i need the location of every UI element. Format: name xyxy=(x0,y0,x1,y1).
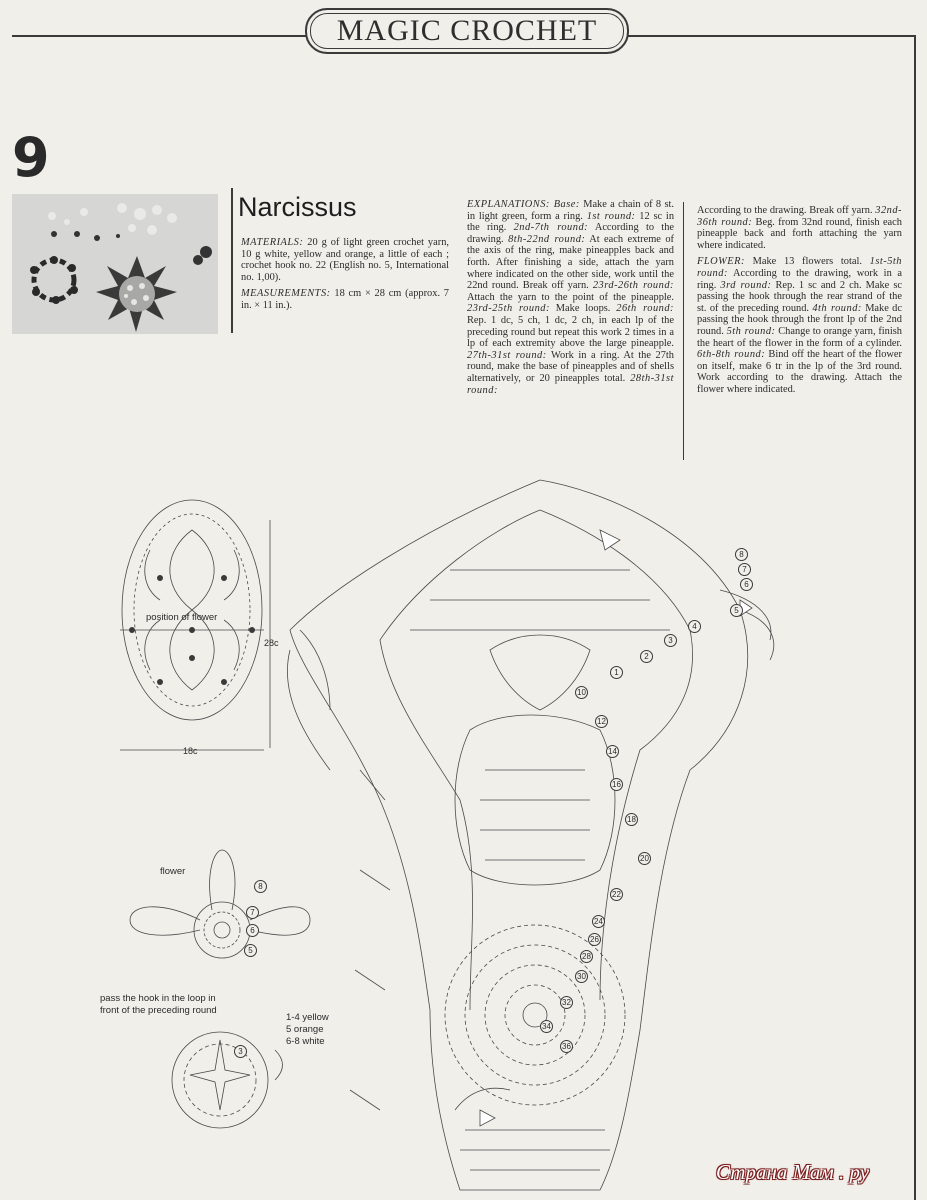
measurements-paragraph xyxy=(241,288,449,311)
round-number-marker: 16 xyxy=(610,778,623,791)
explanation-label: 2nd-7th round: xyxy=(513,222,589,234)
explanation-label: 28th-31st round: xyxy=(467,372,674,396)
width-dimension-label: 18c xyxy=(183,746,198,756)
flower-label-text: 3rd round: xyxy=(720,279,772,291)
header-title: MAGIC CROCHET xyxy=(336,14,598,47)
flower-text: Rep. 1 sc and 2 ch. Make sc passing the hook through the rear strand of the st. of the preceding round. xyxy=(697,279,903,314)
watermark: Страна Мам . ру xyxy=(716,1160,870,1184)
explanation-text: At each extreme of the axis of the ring, make pineapples back and forth. After finishing a side, attach the yarn where indicated on the other side, work until the 22nd round. Break off yarn. xyxy=(467,233,674,292)
flower-round-number-marker: 7 xyxy=(246,906,259,919)
round-number-marker: 36 xyxy=(560,1040,573,1053)
continuation-label: 32nd-36th round: xyxy=(697,205,902,228)
flower-label-text: 5th round: xyxy=(726,325,776,337)
round-number-marker: 18 xyxy=(625,813,638,826)
explanation-text: Attach the yarn to the point of the pineapple. xyxy=(467,291,674,303)
materials-label: MATERIALS: xyxy=(241,237,304,248)
round-number-marker: 2 xyxy=(640,650,653,663)
round-number-marker: 7 xyxy=(738,563,751,576)
flower-round-number-marker: 8 xyxy=(254,880,267,893)
photo-illustration xyxy=(12,194,218,334)
round-number-marker: 10 xyxy=(575,686,588,699)
round-number-marker: 32 xyxy=(560,996,573,1009)
continuation-text: Beg. from 32nd round, finish each pineapple back and forth attaching the yarn where indicated. xyxy=(697,216,902,251)
flower-round-number-marker: 5 xyxy=(244,944,257,957)
flower-round-number-marker: 3 xyxy=(234,1045,247,1058)
round-number-marker: 1 xyxy=(610,666,623,679)
explanation-text: Make loops. xyxy=(549,303,617,315)
flower-paragraph xyxy=(697,256,902,395)
explanation-label: 26th round: xyxy=(616,303,674,315)
crochet-diagram-area xyxy=(0,470,927,1200)
explanations-paragraph xyxy=(467,199,674,396)
flower-text: Make 13 flowers total. xyxy=(744,256,870,268)
continuation-paragraph xyxy=(697,205,902,251)
round-number-marker: 30 xyxy=(575,970,588,983)
explanation-label: 23rd-26th round: xyxy=(592,280,674,292)
flower-text: Bind off the heart of the flower on itself, make 6 tr in the lp of the 3rd round. Work according to the drawing. Attach the flower where indicated. xyxy=(697,349,902,395)
flower-text: Change to orange yarn, finish the heart of the flower in the form of a cylinder. xyxy=(697,325,903,349)
round-number-marker: 22 xyxy=(610,888,623,901)
position-of-flower-label: position of flower xyxy=(146,612,218,623)
round-number-marker: 3 xyxy=(664,634,677,647)
project-photo xyxy=(12,194,218,334)
explanation-label: 1st round: xyxy=(586,210,636,222)
round-number-marker: 12 xyxy=(595,715,608,728)
flower-diagram xyxy=(130,850,310,1128)
crochet-diagram-svg xyxy=(0,470,927,1200)
materials-block xyxy=(241,237,449,317)
flower-diagram-label: flower xyxy=(160,866,186,877)
height-dimension-label: 28c xyxy=(264,638,279,648)
flower-round-number-marker: 6 xyxy=(246,924,259,937)
pattern-title: Narcissus xyxy=(238,192,357,222)
round-number-marker: 14 xyxy=(606,745,619,758)
round-number-marker: 8 xyxy=(735,548,748,561)
explanation-label: 23rd-25th round: xyxy=(467,303,550,315)
legend-item: 6-8 white xyxy=(286,1036,325,1047)
flower-label-text: 1st-5th round: xyxy=(697,256,902,279)
explanation-label: 27th-31st round: xyxy=(467,349,547,361)
header-badge xyxy=(305,8,629,54)
flower-text: Make dc passing the hook through the front lp of the 2nd round. xyxy=(697,302,902,337)
round-number-marker: 5 xyxy=(730,604,743,617)
explanation-text: Rep. 1 dc, 5 ch, 1 dc, 2 ch, in each lp of the preceding round but repeat this work 2 times in a lp of each extremity above the large pineapple. xyxy=(467,314,674,350)
explanation-label: 8th-22nd round: xyxy=(508,233,586,245)
round-number-marker: 20 xyxy=(638,852,651,865)
materials-paragraph xyxy=(241,237,449,283)
round-number-marker: 28 xyxy=(580,950,593,963)
continuation-text: According to the drawing. Break off yarn. xyxy=(697,205,876,216)
round-number-marker: 4 xyxy=(688,620,701,633)
flower-label-text: 4th round: xyxy=(812,302,862,314)
hook-note-line-1: pass the hook in the loop in xyxy=(100,993,216,1004)
round-number-marker: 34 xyxy=(540,1020,553,1033)
explanation-label: EXPLANATIONS: Base: xyxy=(467,199,580,210)
explanation-text: Make a chain of 8 st. in light green, form a ring. xyxy=(467,199,674,222)
legend-item: 5 orange xyxy=(286,1024,324,1035)
explanation-text: According to the drawing. xyxy=(467,222,674,245)
legend-item: 1-4 yellow xyxy=(286,1012,329,1023)
pattern-number: 9 xyxy=(12,126,50,189)
round-number-marker: 26 xyxy=(588,933,601,946)
title-vertical-rule xyxy=(231,188,233,333)
materials-text: 20 g of light green crochet yarn, 10 g white, yellow and orange, a little of each ; crochet hook no. 22 (English no. 5, International no. 1,00). xyxy=(241,237,449,283)
column-vertical-rule xyxy=(683,202,684,460)
measurements-text: 18 cm × 28 cm (approx. 7 in. × 11 in.). xyxy=(241,288,449,311)
flower-text: According to the drawing, work in a ring. xyxy=(697,267,902,291)
layout-diagram xyxy=(120,500,270,750)
flower-label-text: 6th-8th round: xyxy=(697,349,766,361)
explanation-text: Work in a ring. At the 27th round, make the base of pineapples and of shells alternatively, or 20 pineapples total. xyxy=(467,349,674,384)
flower-label-text: FLOWER: xyxy=(697,256,745,268)
measurements-label: MEASUREMENTS: xyxy=(241,288,331,300)
round-number-marker: 24 xyxy=(592,915,605,928)
explanation-text: 12 sc in the ring. xyxy=(467,210,675,234)
color-legend xyxy=(286,1012,329,1048)
instructions-continued-block xyxy=(697,205,902,401)
round-number-marker: 6 xyxy=(740,578,753,591)
hook-note-line-2: front of the preceding round xyxy=(100,1005,217,1016)
explanations-block xyxy=(467,199,674,401)
main-pattern-diagram xyxy=(287,480,773,1190)
